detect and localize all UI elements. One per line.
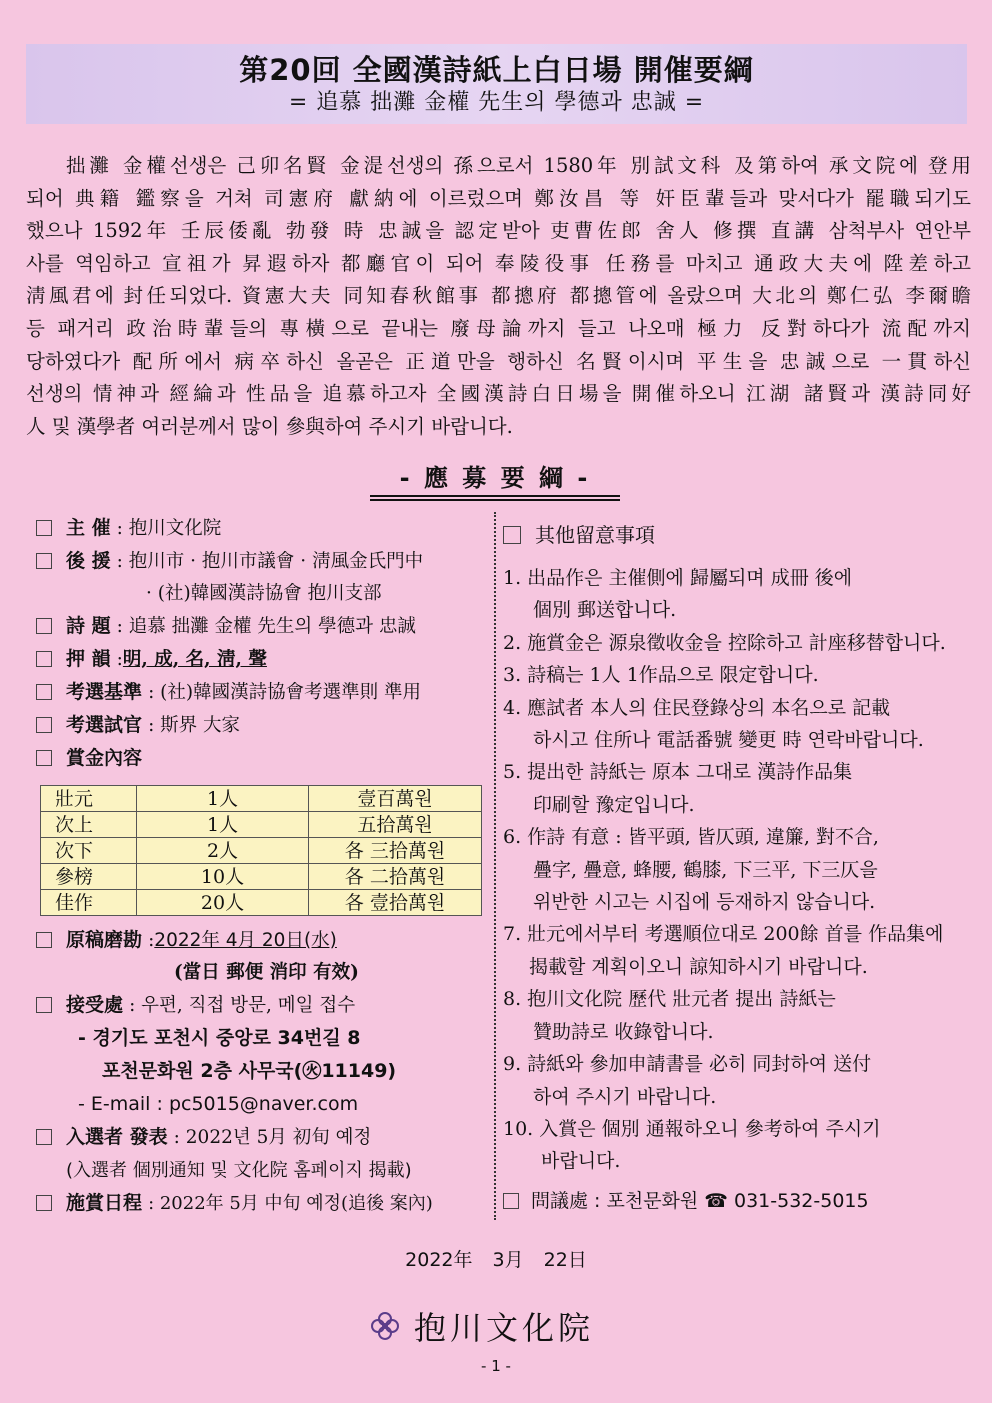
email-line: - E-mail : pc5015@naver.com [78,1093,359,1115]
checkbox-icon [503,1193,519,1209]
organization [370,1302,594,1350]
checkbox-icon [36,618,52,634]
intro-line: 당하였다가 配所에서 病卒하신 올곧은 正道만을 행하신 名賢이시며 平生을 忠誠으로 一貫하신 [26,349,971,373]
topic-value: : 追慕 拙灘 金權 先生의 學德과 忠誠 [116,616,416,637]
prize-table-row [41,838,482,864]
host-row [36,512,486,545]
rhyme-row [36,643,486,676]
prize-rank: 壯元 [41,786,137,812]
announce-label: 入選者 發表 [66,1126,168,1148]
rhyme-label: 押 韻 [66,648,111,670]
checkbox-icon [36,932,52,948]
page-number: - 1 - [481,1357,511,1375]
prize-amount: 壹百萬원 [309,786,482,812]
receipt-value: : 우편, 직접 방문, 메일 접수 [129,995,356,1016]
notes-list [503,562,963,1178]
host-label: 主 催 [66,517,111,539]
judge-row [36,709,486,742]
prize-table-row [41,786,482,812]
document-header [26,44,967,124]
intro-line: 人 및 漢學者 여러분께서 많이 參與하여 주시기 바랍니다. [26,414,513,438]
prize-row [36,742,486,775]
support-row [36,545,486,578]
topic-label: 詩 題 [66,615,111,637]
prize-table-row [41,812,482,838]
list-item: 7. 壯元에서부터 考選順位대로 200餘 首를 作品集에 揭載할 계획이오니 諒知하시기 바랍니다. [503,923,944,978]
receipt-label: 接受處 [66,994,124,1016]
prize-table [40,785,482,916]
checkbox-icon [36,651,52,667]
judge-value: : 斯界 大家 [148,715,241,736]
intro-line: 했으나 1592年 壬辰倭亂 勃發 時 忠誠을 認定받아 吏曹佐郎 舍人 修撰 直講 삼척부사 연안부 [26,219,971,243]
prize-rank: 參榜 [41,864,137,890]
rhyme-value: 明, 成, 名, 淸, 聲 [122,649,267,670]
deadline-colon: : [148,930,155,951]
checkbox-icon [36,684,52,700]
prize-amount: 各 三拾萬원 [309,838,482,864]
list-item: 3. 詩稿는 1人 1作品으로 限定합니다. [503,664,819,687]
checkbox-icon [36,750,52,766]
support-value-2: · (社)韓國漢詩協會 抱川支部 [146,583,382,604]
prize-count: 2人 [137,838,309,864]
deadline-note: (當日 郵便 消印 有效) [174,962,359,983]
criteria-value: : (社)韓國漢詩協會考選準則 準用 [148,682,421,703]
checkbox-icon [36,997,52,1013]
list-item: 10. 入賞은 個別 通報하오니 參考하여 주시기 바랍니다. [503,1117,881,1173]
list-item: 6. 作詩 有意 : 皆平頭, 皆仄頭, 違簾, 對不合, 疊字, 疊意, 蜂腰, 鶴膝, 下三平, 下三仄을 위반한 시고는 시집에 등재하지 않습니다. [503,826,879,914]
list-item: 1. 出品作은 主催側에 歸屬되며 成冊 後에 個別 郵送합니다. [503,567,853,622]
prize-label: 賞金內容 [66,747,143,769]
criteria-label: 考選基準 [66,681,143,703]
criteria-row [36,676,486,709]
announce-row [36,1121,486,1154]
award-label: 施賞日程 [66,1192,143,1214]
inquiry-text: 問議處 : 포천문화원 ☎ 031-532-5015 [531,1189,869,1212]
deadline-value: 2022年 4月 20日(水) [154,930,337,951]
prize-rank: 次上 [41,812,137,838]
prize-count: 1人 [137,786,309,812]
topic-row [36,610,486,643]
award-row [36,1187,486,1220]
announce-note: (入選者 個別通知 및 文化院 홈페이지 揭載) [66,1160,412,1181]
document-title: 第20回 全國漢詩紙上白日場 開催要綱 [239,53,754,87]
checkbox-icon [36,553,52,569]
prize-amount: 各 二拾萬원 [309,864,482,890]
support-label: 後 援 [66,550,111,572]
right-column [503,518,963,1218]
address-line-2: 포천문화원 2층 사무국(㊋11149) [102,1060,397,1082]
prize-amount: 各 壹拾萬원 [309,890,482,916]
intro-line: 淸風君에 封任되었다. 資憲大夫 同知春秋館事 都摠府 都摠管에 올랐으며 大北의 鄭仁弘 李爾瞻 [26,284,971,308]
deadline-row [36,924,486,957]
prize-table-row [41,890,482,916]
notes-heading: 其他留意事項 [535,523,655,547]
intro-paragraph [26,150,971,443]
intro-line: 등 패거리 政治時輩들의 專橫으로 끝내는 廢母論까지 들고 나오매 極力 反對하다가 流配까지 [26,316,971,340]
prize-rank: 佳作 [41,890,137,916]
left-column [36,512,486,1220]
flower-logo-icon [370,1311,400,1341]
announce-value: : 2022년 5月 初旬 예정 [173,1127,372,1148]
prize-rank: 次下 [41,838,137,864]
intro-line: 사를 역임하고 宣祖가 昇遐하자 都廳官이 되어 奉陵役事 任務를 마치고 通政大夫에 陞差하고 [26,251,971,275]
list-item: 4. 應試者 本人의 住民登錄상의 本名으로 記載 하시고 住所나 電話番號 變更 時 연락바랍니다. [503,696,924,752]
prize-amount: 五拾萬원 [309,812,482,838]
intro-line: 되어 典籍 鑑察을 거쳐 司憲府 獻納에 이르렀으며 鄭汝昌 等 奸臣輩들과 맞서다가 罷職되기도 [26,186,971,210]
prize-count: 10人 [137,864,309,890]
checkbox-icon [36,1195,52,1211]
host-value: : 抱川文化院 [116,518,222,539]
issue-date: 2022年 3月 22日 [405,1249,587,1271]
address-line-1: - 경기도 포천시 중앙로 34번길 8 [78,1027,361,1049]
document-subtitle: = 追慕 拙灘 金權 先生의 學德과 忠誠 = [288,90,705,115]
checkbox-icon [503,526,521,544]
rhyme-colon: : [116,649,123,670]
checkbox-icon [36,717,52,733]
receipt-row [36,989,486,1022]
inquiry-row [503,1184,963,1218]
checkbox-icon [36,1129,52,1145]
prize-count: 1人 [137,812,309,838]
deadline-label: 原稿磨勘 [66,929,143,951]
notes-heading-row [503,518,963,552]
list-item: 2. 施賞金은 源泉徵收金을 控除하고 計座移替합니다. [503,631,946,654]
checkbox-icon [36,520,52,536]
support-value: : 抱川市 · 抱川市議會 · 淸風金氏門中 [116,551,424,572]
organization-name: 抱川文化院 [414,1309,595,1347]
prize-count: 20人 [137,890,309,916]
prize-table-row [41,864,482,890]
list-item: 5. 提出한 詩紙는 原本 그대로 漢詩作品集 印刷할 豫定입니다. [503,761,853,816]
award-value: : 2022年 5月 中旬 예정(追後 案內) [148,1193,433,1214]
list-item: 9. 詩紙와 參加申請書를 必히 同封하여 送付 하여 주시기 바랍니다. [503,1053,872,1108]
intro-line: 拙灘 金權선생은 己卯名賢 金湜선생의 孫으로서 1580年 別試文科 及第하여 承文院에 登用 [66,154,971,177]
column-divider [494,512,496,1220]
list-item: 8. 抱川文化院 歷代 壯元者 提出 詩紙는 贊助詩로 收錄합니다. [503,988,836,1043]
section-title: - 應 募 要 綱 - [370,458,620,497]
judge-label: 考選試官 [66,714,143,736]
intro-line: 선생의 情神과 經綸과 性品을 追慕하고자 全國漢詩白日場을 開催하오니 江湖 諸賢과 漢詩同好 [26,382,971,406]
